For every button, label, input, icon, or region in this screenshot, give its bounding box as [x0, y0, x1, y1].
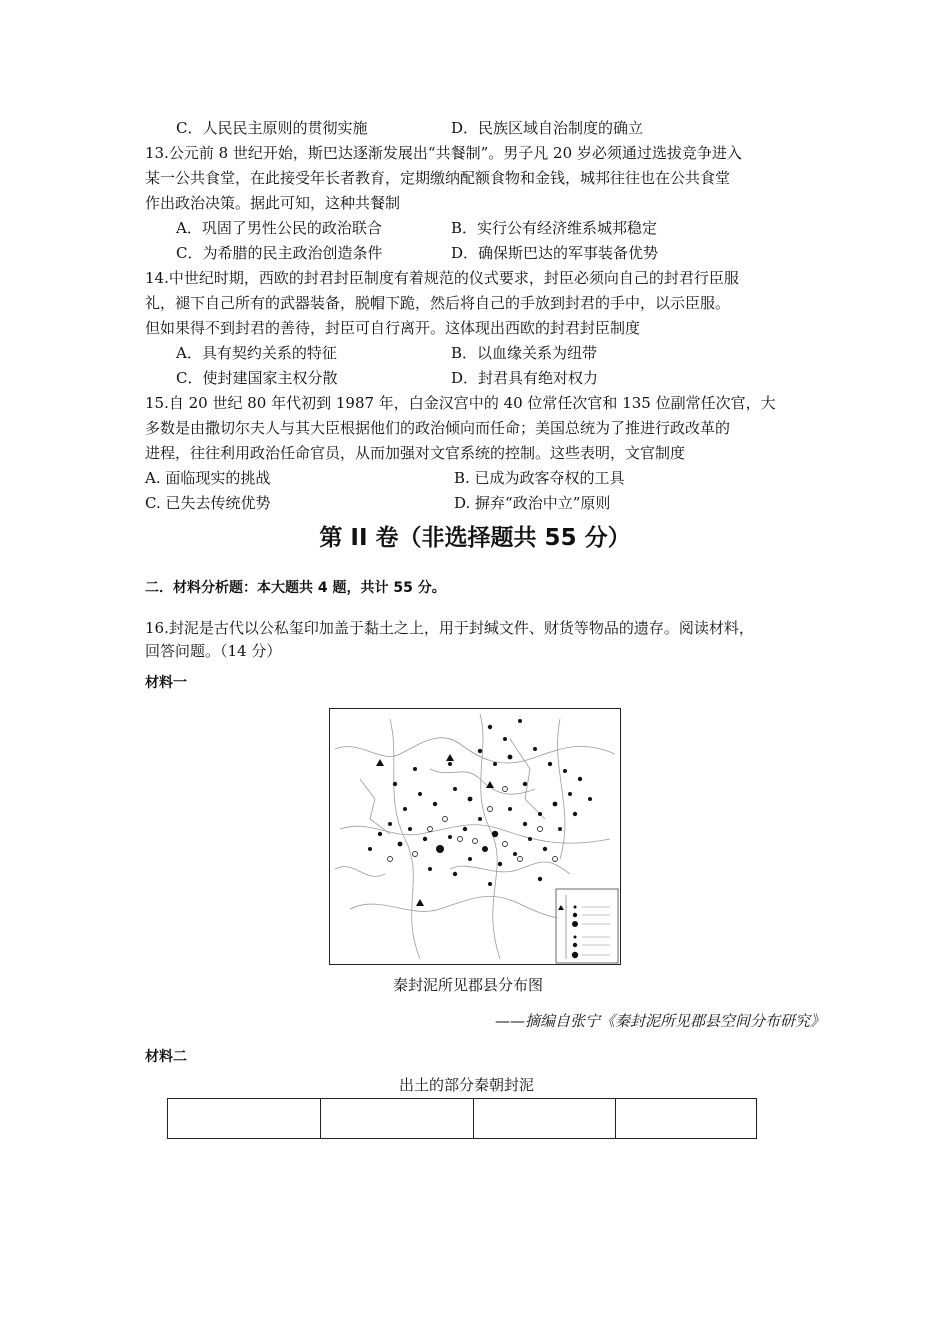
q14-option-c: C．使封建国家主权分散 — [176, 369, 338, 387]
q15-option-d: D. 摒弃“政治中立”原则 — [454, 494, 611, 512]
q16-stem-line-1: 16.封泥是古代以公私玺印加盖于黏土之上，用于封缄文件、财货等物品的遗存。阅读材料， — [145, 619, 754, 637]
table-caption: 出土的部分秦朝封泥 — [399, 1076, 535, 1094]
q15-option-b: B. 已成为政客夺权的工具 — [454, 469, 625, 487]
q13-option-c: C．为希腊的民主政治创造条件 — [176, 244, 383, 262]
seal-table — [167, 1098, 757, 1139]
q13-option-b: B．实行公有经济维系城邦稳定 — [451, 219, 658, 237]
q13-stem-line-1: 13.公元前 8 世纪开始，斯巴达逐渐发展出“共餐制”。男子凡 20 岁必须通过选拔竞争进入 — [145, 144, 742, 162]
map-illustration — [330, 709, 621, 965]
map-source: ——摘编自张宁《秦封泥所见郡县空间分布研究》 — [495, 1012, 826, 1030]
q15-option-c: C. 已失去传统优势 — [145, 494, 271, 512]
material1-label: 材料一 — [145, 675, 187, 691]
table-cell — [615, 1099, 756, 1139]
q14-option-a: A．具有契约关系的特征 — [176, 344, 337, 362]
q13-stem-line-3: 作出政治决策。据此可知，这种共餐制 — [145, 194, 401, 212]
q15-stem-line-1: 15.自 20 世纪 80 年代初到 1987 年，白金汉宫中的 40 位常任次官和 135 位副常任次官，大 — [145, 394, 776, 412]
q13-option-a: A．巩固了男性公民的政治联合 — [176, 219, 382, 237]
q14-stem-line-3: 但如果得不到封君的善待，封臣可自行离开。这体现出西欧的封君封臣制度 — [145, 319, 641, 337]
table-cell — [474, 1099, 615, 1139]
q15-option-a: A. 面临现实的挑战 — [145, 469, 271, 487]
q13-stem-line-2: 某一公共食堂，在此接受年长者教育，定期缴纳配额食物和金钱，城邦往往也在公共食堂 — [145, 169, 731, 187]
qin-seal-map — [329, 708, 621, 965]
table-row — [168, 1099, 757, 1139]
q15-stem-line-3: 进程，往往利用政治任命官员，从而加强对文官系统的控制。这些表明，文官制度 — [145, 444, 686, 462]
q15-stem-line-2: 多数是由撒切尔夫人与其大臣根据他们的政治倾向而任命；美国总统为了推进行政改革的 — [145, 419, 731, 437]
part2-heading: 二．材料分析题：本大题共 4 题，共计 55 分。 — [145, 580, 446, 596]
table-cell — [168, 1099, 321, 1139]
q13-option-d: D．确保斯巴达的军事装备优势 — [451, 244, 659, 262]
map-caption: 秦封泥所见郡县分布图 — [393, 976, 544, 994]
q14-stem-line-2: 礼，褪下自己所有的武器装备，脱帽下跪，然后将自己的手放到封君的手中，以示臣服。 — [145, 294, 731, 312]
part2-title: 第 II 卷（非选择题共 55 分） — [319, 525, 631, 551]
material2-label: 材料二 — [145, 1049, 187, 1065]
q12-option-c: C．人民民主原则的贯彻实施 — [176, 119, 368, 137]
q16-stem-line-2: 回答问题。（14 分） — [145, 642, 282, 660]
q14-stem-line-1: 14.中世纪时期，西欧的封君封臣制度有着规范的仪式要求，封臣必须向自己的封君行臣服 — [145, 269, 739, 287]
q14-option-b: B．以血缘关系为纽带 — [451, 344, 598, 362]
table-cell — [321, 1099, 474, 1139]
q14-option-d: D．封君具有绝对权力 — [451, 369, 599, 387]
q12-option-d: D．民族区域自治制度的确立 — [451, 119, 644, 137]
